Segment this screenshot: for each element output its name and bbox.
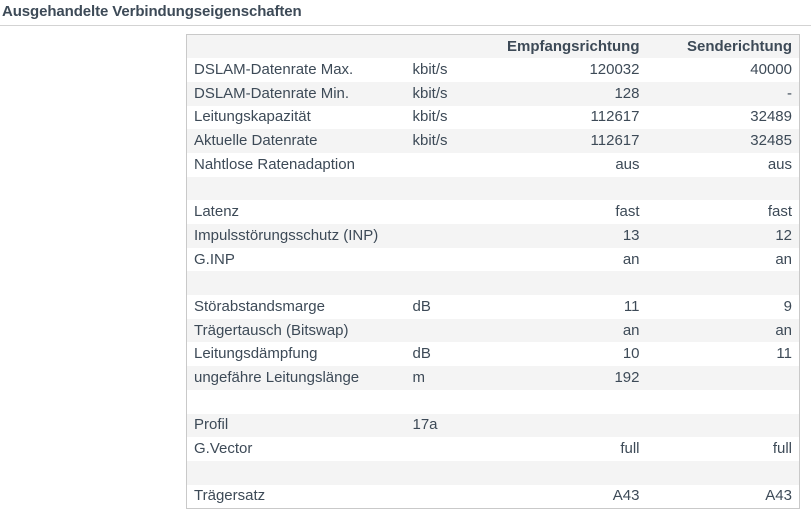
row-tx-value: 32485 bbox=[750, 132, 792, 150]
table-row bbox=[187, 342, 800, 366]
table-row bbox=[187, 153, 800, 177]
row-label: DSLAM-Datenrate Max. bbox=[194, 61, 354, 79]
connection-properties-body bbox=[187, 35, 800, 509]
row-rx-value: A43 bbox=[612, 487, 640, 505]
row-unit bbox=[406, 271, 482, 295]
table-row bbox=[187, 485, 800, 509]
row-unit: kbit/s bbox=[412, 132, 448, 150]
row-tx-value: fast bbox=[767, 203, 792, 221]
row-label: Profil bbox=[194, 416, 229, 434]
row-unit: kbit/s bbox=[412, 84, 448, 102]
table-row bbox=[187, 58, 800, 82]
row-rx-value: 13 bbox=[622, 226, 640, 244]
table-spacer-row bbox=[187, 461, 800, 485]
connection-properties-table bbox=[186, 34, 800, 509]
header-unit-cell bbox=[406, 35, 482, 59]
row-unit: dB bbox=[412, 297, 431, 315]
row-unit: kbit/s bbox=[412, 108, 448, 126]
row-unit bbox=[406, 485, 482, 509]
row-rx-value: aus bbox=[615, 155, 640, 173]
row-tx-value: A43 bbox=[765, 487, 792, 505]
table-spacer-row bbox=[187, 271, 800, 295]
row-unit: m bbox=[412, 368, 425, 386]
row-tx-value bbox=[647, 461, 800, 485]
row-tx-value bbox=[647, 366, 800, 390]
row-unit: kbit/s bbox=[412, 61, 448, 79]
row-label bbox=[187, 177, 406, 201]
row-label bbox=[187, 390, 406, 414]
row-unit bbox=[406, 319, 482, 343]
title-divider bbox=[0, 25, 811, 26]
table-row bbox=[187, 200, 800, 224]
row-rx-value: an bbox=[622, 321, 640, 339]
row-rx-value: 112617 bbox=[590, 132, 640, 150]
row-rx-value bbox=[482, 271, 647, 295]
table-spacer-row bbox=[187, 390, 800, 414]
row-tx-value: - bbox=[787, 84, 792, 102]
row-rx-value: an bbox=[622, 250, 640, 268]
row-unit bbox=[406, 248, 482, 272]
row-rx-value bbox=[482, 390, 647, 414]
table-row bbox=[187, 224, 800, 248]
row-rx-value bbox=[482, 461, 647, 485]
row-label: G.Vector bbox=[194, 440, 253, 458]
row-label: DSLAM-Datenrate Min. bbox=[194, 84, 350, 102]
row-label: Trägertausch (Bitswap) bbox=[194, 321, 349, 339]
row-tx-value: aus bbox=[767, 155, 792, 173]
row-unit bbox=[406, 224, 482, 248]
row-label bbox=[187, 271, 406, 295]
row-unit: dB bbox=[412, 345, 431, 363]
row-rx-value: full bbox=[620, 440, 640, 458]
table-row bbox=[187, 248, 800, 272]
row-label: Leitungskapazität bbox=[194, 108, 311, 126]
page bbox=[0, 3, 811, 509]
row-label: Leitungsdämpfung bbox=[194, 345, 318, 363]
row-unit bbox=[406, 390, 482, 414]
row-tx-value bbox=[647, 390, 800, 414]
table-header-row bbox=[187, 35, 800, 59]
row-unit bbox=[406, 437, 482, 461]
row-rx-value: fast bbox=[615, 203, 640, 221]
table-row bbox=[187, 106, 800, 130]
row-tx-value bbox=[647, 177, 800, 201]
row-tx-value bbox=[647, 414, 800, 438]
row-label: Aktuelle Datenrate bbox=[194, 132, 318, 150]
row-tx-value: an bbox=[775, 250, 792, 268]
row-tx-value: 12 bbox=[775, 226, 792, 244]
row-label: Trägersatz bbox=[194, 487, 266, 505]
table-row bbox=[187, 319, 800, 343]
col-header-empfangsrichtung: Empfangsrichtung bbox=[506, 37, 640, 55]
col-header-senderichtung: Senderichtung bbox=[686, 37, 792, 55]
table-row bbox=[187, 129, 800, 153]
row-label: Latenz bbox=[194, 203, 240, 221]
row-label: Nahtlose Ratenadaption bbox=[194, 155, 355, 173]
row-tx-value: full bbox=[772, 440, 792, 458]
table-row bbox=[187, 414, 800, 438]
row-label: G.INP bbox=[194, 250, 235, 268]
row-tx-value: 11 bbox=[776, 345, 792, 363]
row-unit bbox=[406, 461, 482, 485]
row-rx-value: 112617 bbox=[590, 108, 640, 126]
row-rx-value: 10 bbox=[622, 345, 640, 363]
row-tx-value bbox=[647, 271, 800, 295]
table-row bbox=[187, 437, 800, 461]
row-tx-value: 40000 bbox=[750, 61, 792, 79]
row-label: ungefähre Leitungslänge bbox=[194, 368, 360, 386]
header-label-cell bbox=[187, 35, 406, 59]
row-label: Störabstandsmarge bbox=[194, 297, 325, 315]
table-row bbox=[187, 82, 800, 106]
table-row bbox=[187, 366, 800, 390]
row-rx-value: 11 bbox=[623, 297, 640, 315]
page-title: Ausgehandelte Verbindungseigenschaften bbox=[2, 3, 302, 20]
row-rx-value: 120032 bbox=[589, 61, 640, 79]
row-rx-value: 128 bbox=[614, 84, 640, 102]
row-rx-value bbox=[482, 177, 647, 201]
row-unit: 17a bbox=[412, 416, 438, 434]
row-unit bbox=[406, 153, 482, 177]
row-label bbox=[187, 461, 406, 485]
row-tx-value: an bbox=[775, 321, 792, 339]
table-spacer-row bbox=[187, 177, 800, 201]
row-unit bbox=[406, 177, 482, 201]
row-label: Impulsstörungsschutz (INP) bbox=[194, 226, 379, 244]
row-tx-value: 9 bbox=[783, 297, 792, 315]
row-unit bbox=[406, 200, 482, 224]
row-rx-value: 192 bbox=[614, 368, 640, 386]
row-tx-value: 32489 bbox=[750, 108, 792, 126]
table-row bbox=[187, 295, 800, 319]
row-rx-value bbox=[482, 414, 647, 438]
